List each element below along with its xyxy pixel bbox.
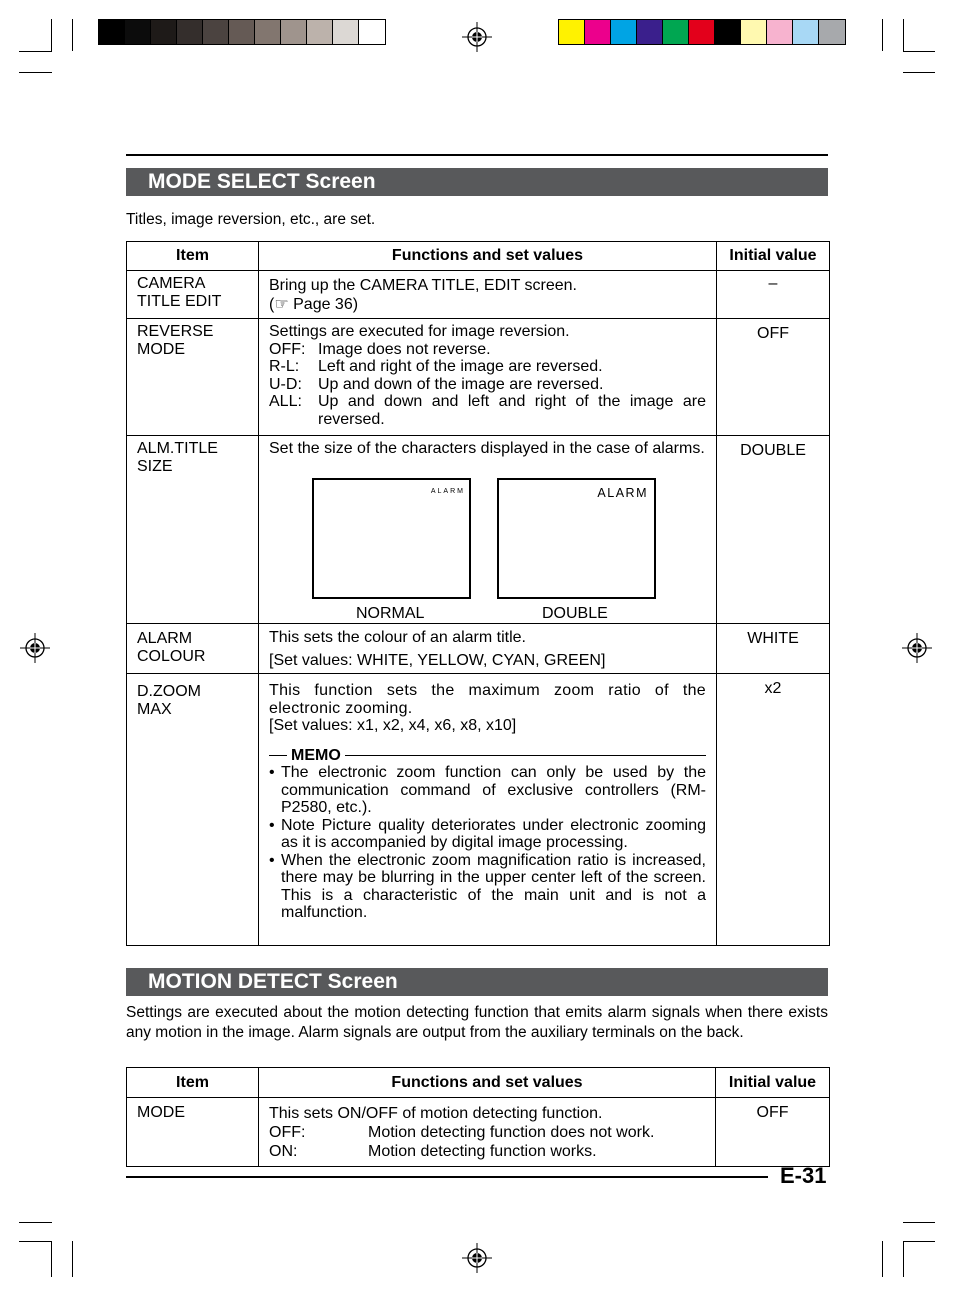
mode-select-table bbox=[126, 241, 830, 946]
function-cell bbox=[259, 674, 717, 946]
registration-mark-icon bbox=[902, 633, 932, 663]
list-item: • When the electronic zoom magnification ratio is increased, there may be blurring in the upper center left of the screen. This is a characteristic of the main unit and is not a malfunction. bbox=[269, 851, 706, 921]
color-swatch bbox=[307, 20, 333, 44]
double-label: DOUBLE bbox=[542, 605, 608, 622]
item-label: MAX bbox=[137, 700, 172, 718]
color-swatch bbox=[559, 20, 585, 44]
table-row bbox=[127, 624, 830, 674]
color-swatch bbox=[793, 20, 819, 44]
alarm-title-sample: ALARM bbox=[597, 486, 648, 500]
function-text: This function sets the maximum zoom ratio of the electronic zooming. bbox=[269, 682, 706, 717]
pointing-hand-icon: ☞ bbox=[274, 293, 289, 313]
function-cell bbox=[259, 624, 717, 674]
color-swatch bbox=[255, 20, 281, 44]
footer-rule bbox=[126, 1176, 768, 1178]
double-size-preview bbox=[497, 478, 656, 599]
process-color-bar bbox=[558, 19, 846, 45]
item-cell: MODE bbox=[127, 1098, 259, 1167]
color-swatch bbox=[637, 20, 663, 44]
set-values-text: [Set values: WHITE, YELLOW, CYAN, GREEN] bbox=[269, 651, 606, 669]
alarm-title-sample: ALARM bbox=[430, 488, 465, 495]
color-swatch bbox=[819, 20, 845, 44]
table-header-row bbox=[127, 242, 830, 271]
column-header-functions: Functions and set values bbox=[259, 242, 717, 271]
function-text: This sets the colour of an alarm title. bbox=[269, 629, 526, 646]
registration-mark-icon bbox=[462, 22, 492, 52]
option-line: U-D: Up and down of the image are reversed. bbox=[269, 375, 604, 393]
item-cell bbox=[127, 319, 259, 436]
item-cell bbox=[127, 436, 259, 624]
page-number: E-31 bbox=[780, 1163, 827, 1188]
item-label: D.ZOOM bbox=[137, 683, 201, 700]
memo-heading bbox=[269, 747, 706, 765]
option-line: OFF: Motion detecting function does not work. bbox=[269, 1124, 655, 1141]
initial-value: x2 bbox=[717, 674, 830, 946]
function-text: Bring up the CAMERA TITLE, EDIT screen. bbox=[269, 277, 577, 294]
function-text: This sets ON/OFF of motion detecting function. bbox=[269, 1105, 603, 1122]
column-header-initial: Initial value bbox=[716, 1068, 830, 1098]
normal-label: NORMAL bbox=[356, 605, 425, 622]
column-header-item: Item bbox=[127, 1068, 259, 1098]
registration-mark-icon bbox=[20, 633, 50, 663]
page-reference: (☞ Page 36) bbox=[269, 293, 359, 313]
item-label: REVERSE bbox=[137, 323, 214, 340]
section-heading-mode-select: MODE SELECT Screen bbox=[126, 168, 828, 196]
table-row bbox=[127, 1098, 830, 1167]
color-swatch bbox=[359, 20, 385, 44]
section-intro: Titles, image reversion, etc., are set. bbox=[126, 211, 376, 228]
table-row bbox=[127, 436, 830, 624]
color-swatch bbox=[767, 20, 793, 44]
item-cell bbox=[127, 624, 259, 674]
section-heading-motion-detect: MOTION DETECT Screen bbox=[126, 968, 828, 996]
option-line: R-L: Left and right of the image are reversed. bbox=[269, 358, 603, 375]
initial-value: WHITE bbox=[717, 624, 830, 674]
table-row bbox=[127, 271, 830, 319]
initial-value: OFF bbox=[716, 1098, 830, 1167]
memo-title: MEMO bbox=[291, 746, 341, 764]
function-cell bbox=[259, 1098, 716, 1167]
section-intro: Settings are executed about the motion detecting function that emits alarm signals when there exists any motion in the image. Alarm signals are output from the auxiliary terminals on the back. bbox=[126, 1004, 828, 1041]
table-row bbox=[127, 319, 830, 436]
initial-value: OFF bbox=[717, 319, 830, 436]
grayscale-color-bar bbox=[98, 19, 386, 45]
set-values-text: [Set values: x1, x2, x4, x6, x8, x10] bbox=[269, 717, 517, 734]
color-swatch bbox=[333, 20, 359, 44]
color-swatch bbox=[177, 20, 203, 44]
item-label: COLOUR bbox=[137, 647, 206, 665]
item-label: CAMERA bbox=[137, 275, 206, 292]
table-header-row bbox=[127, 1068, 830, 1098]
item-cell bbox=[127, 674, 259, 946]
item-label: ALARM bbox=[137, 630, 193, 647]
registration-mark-icon bbox=[462, 1243, 492, 1273]
function-cell bbox=[259, 271, 717, 319]
item-label: SIZE bbox=[137, 457, 173, 475]
column-header-item: Item bbox=[127, 242, 259, 271]
color-swatch bbox=[611, 20, 637, 44]
color-swatch bbox=[715, 20, 741, 44]
option-line: ALL: Up and down and left and right of the image are reversed. bbox=[269, 393, 706, 428]
item-label: ALM.TITLE bbox=[137, 440, 218, 457]
color-swatch bbox=[99, 20, 125, 44]
column-header-functions: Functions and set values bbox=[259, 1068, 716, 1098]
item-label: MODE bbox=[137, 340, 185, 358]
color-swatch bbox=[585, 20, 611, 44]
initial-value: – bbox=[717, 271, 830, 319]
item-cell bbox=[127, 271, 259, 319]
normal-size-preview bbox=[312, 478, 471, 599]
color-swatch bbox=[125, 20, 151, 44]
motion-detect-table bbox=[126, 1067, 830, 1167]
color-swatch bbox=[151, 20, 177, 44]
table-row bbox=[127, 674, 830, 946]
function-cell bbox=[259, 436, 717, 624]
function-text: Settings are executed for image reversion. bbox=[269, 323, 570, 340]
color-swatch bbox=[203, 20, 229, 44]
item-label: TITLE EDIT bbox=[137, 292, 222, 310]
color-swatch bbox=[281, 20, 307, 44]
initial-value: DOUBLE bbox=[717, 436, 830, 624]
color-swatch bbox=[689, 20, 715, 44]
color-swatch bbox=[229, 20, 255, 44]
function-text: Set the size of the characters displayed in the case of alarms. bbox=[269, 440, 705, 457]
function-cell bbox=[259, 319, 717, 436]
column-header-initial: Initial value bbox=[717, 242, 830, 271]
list-item: • The electronic zoom function can only be used by the communication command of exclusive controllers (RM-P2580, etc.). bbox=[269, 764, 706, 816]
list-item: • Note Picture quality deteriorates under electronic zooming as it is accompanied by digital image processing. bbox=[269, 816, 706, 851]
color-swatch bbox=[741, 20, 767, 44]
option-line: OFF: Image does not reverse. bbox=[269, 340, 491, 358]
color-swatch bbox=[663, 20, 689, 44]
top-rule bbox=[126, 154, 828, 156]
option-line: ON: Motion detecting function works. bbox=[269, 1143, 597, 1160]
